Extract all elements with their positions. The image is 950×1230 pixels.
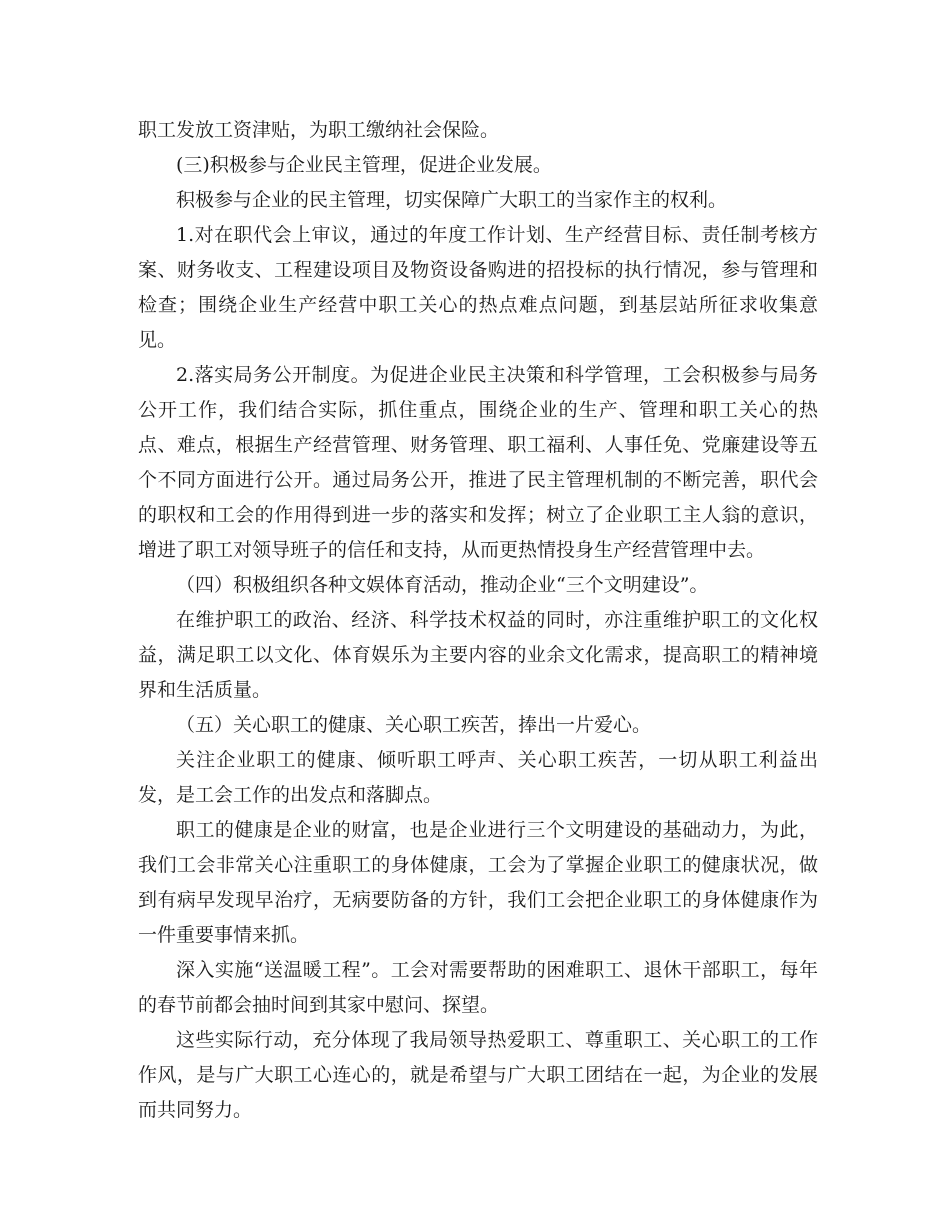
paragraph-item-1: 1.对在职代会上审议，通过的年度工作计划、生产经营目标、责任制考核方案、财务收支、工程建设项目及物资设备购进的招投标的执行情况，参与管理和检查；围绕企业生产经营中职工关心的热点难点问题，到基层站所征求收集意见。 [138,224,818,351]
paragraph-continuation: 职工发放工资津贴，为职工缴纳社会保险。 [138,119,500,141]
paragraph-item-2: 2.落实局务公开制度。为促进企业民主决策和科学管理，工会积极参与局务公开工作，我们结合实际，抓住重点，围绕企业的生产、管理和职工关心的热点、难点，根据生产经营管理、财务管理、职工福利、人事任免、党廉建设等五个不同方面进行公开。通过局务公开，推进了民主管理机制的不断完善，职代会的职权和工会的作用得到进一步的落实和发挥；树立了企业职工主人翁的意识，增进了职工对领导班子的信任和支持，从而更热情投身生产经营管理中去。 [138,364,818,561]
document-body [138,113,818,1128]
section-heading-4: （四）积极组织各种文娱体育活动，推动企业“三个文明建设”。 [176,574,709,596]
paragraph: 这些实际行动，充分体现了我局领导热爱职工、尊重职工、关心职工的工作作风，是与广大职工心连心的，就是希望与广大职工团结在一起，为企业的发展而共同努力。 [138,1029,818,1121]
paragraph: 在维护职工的政治、经济、科学技术权益的同时，亦注重维护职工的文化权益，满足职工以文化、体育娱乐为主要内容的业余文化需求，提高职工的精神境界和生活质量。 [138,609,818,701]
paragraph: 职工的健康是企业的财富，也是企业进行三个文明建设的基础动力，为此，我们工会非常关心注重职工的身体健康，工会为了掌握企业职工的健康状况，做到有病早发现早治疗，无病要防备的方针，我们工会把企业职工的身体健康作为一件重要事情来抓。 [138,819,818,946]
paragraph: 关注企业职工的健康、倾听职工呼声、关心职工疾苦，一切从职工利益出发，是工会工作的出发点和落脚点。 [138,749,818,806]
paragraph: 深入实施“送温暖工程”。工会对需要帮助的困难职工、退休干部职工，每年的春节前都会抽时间到其家中慰问、探望。 [138,959,818,1016]
section-heading-3: (三)积极参与企业民主管理，促进企业发展。 [176,154,552,176]
section-heading-5: （五）关心职工的健康、关心职工疾苦，捧出一片爱心。 [176,714,652,736]
paragraph: 积极参与企业的民主管理，切实保障广大职工的当家作主的权利。 [176,189,728,211]
